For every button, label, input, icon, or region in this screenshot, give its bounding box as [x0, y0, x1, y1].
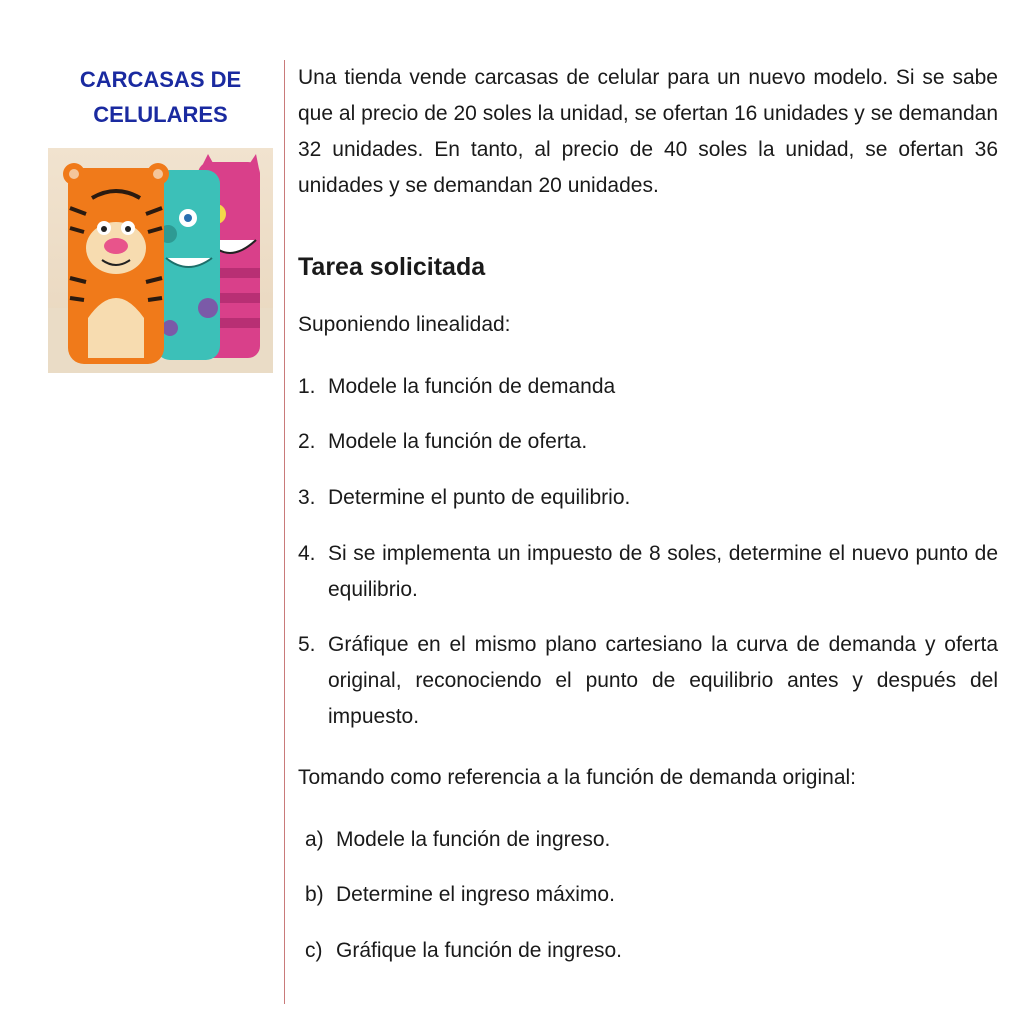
phone-cases-photo: [48, 148, 273, 373]
list-item: [298, 822, 998, 858]
list-item-text: Determine el ingreso máximo.: [336, 883, 615, 906]
list-item-text: Gráfique la función de ingreso.: [336, 939, 623, 962]
list-item-text: Gráfique en el mismo plano cartesiano la curva de demanda y oferta original, reconociendo el punto de equilibrio antes y después del impuesto.: [328, 633, 998, 728]
list-marker: 4.: [298, 542, 316, 565]
list-marker: a): [305, 828, 324, 851]
list-item: [298, 877, 998, 913]
list-item: [298, 424, 998, 460]
list-item: [298, 933, 998, 969]
list-item: [298, 369, 998, 405]
task-lead: Suponiendo linealidad:: [298, 313, 511, 336]
sidebar-title: [48, 62, 273, 132]
list-item: [298, 480, 998, 516]
list-item: [298, 627, 998, 735]
list-marker: 5.: [298, 633, 316, 656]
problem-statement: Una tienda vende carcasas de celular para un nuevo modelo. Si se sabe que al precio de 20 soles la unidad, se ofertan 16 unidades y se demandan 32 unidades. En tanto, al precio de 40 soles la unidad, se ofertan 36 unidades y se demandan 20 unidades.: [298, 66, 998, 197]
sidebar: [48, 62, 273, 373]
sidebar-title-line1: CARCASAS DE: [79, 67, 242, 92]
list-marker: 2.: [298, 430, 316, 453]
list-item-text: Modele la función de demanda: [328, 375, 616, 398]
list-item: [298, 536, 998, 608]
column-divider: [284, 60, 285, 1004]
main-content: [298, 60, 998, 962]
list-item-text: Determine el punto de equilibrio.: [328, 486, 631, 509]
list-item-text: Modele la función de oferta.: [328, 430, 588, 453]
list-item-text: Si se implementa un impuesto de 8 soles, determine el nuevo punto de equilibrio.: [328, 542, 998, 601]
sidebar-title-line2: CELULARES: [93, 102, 228, 127]
list-marker: 1.: [298, 375, 316, 398]
revenue-lead: Tomando como referencia a la función de demanda original:: [298, 766, 857, 789]
list-item-text: Modele la función de ingreso.: [336, 828, 611, 851]
section-title: Tarea solicitada: [298, 253, 486, 281]
list-marker: c): [305, 939, 323, 962]
list-marker: 3.: [298, 486, 316, 509]
list-marker: b): [305, 883, 324, 906]
